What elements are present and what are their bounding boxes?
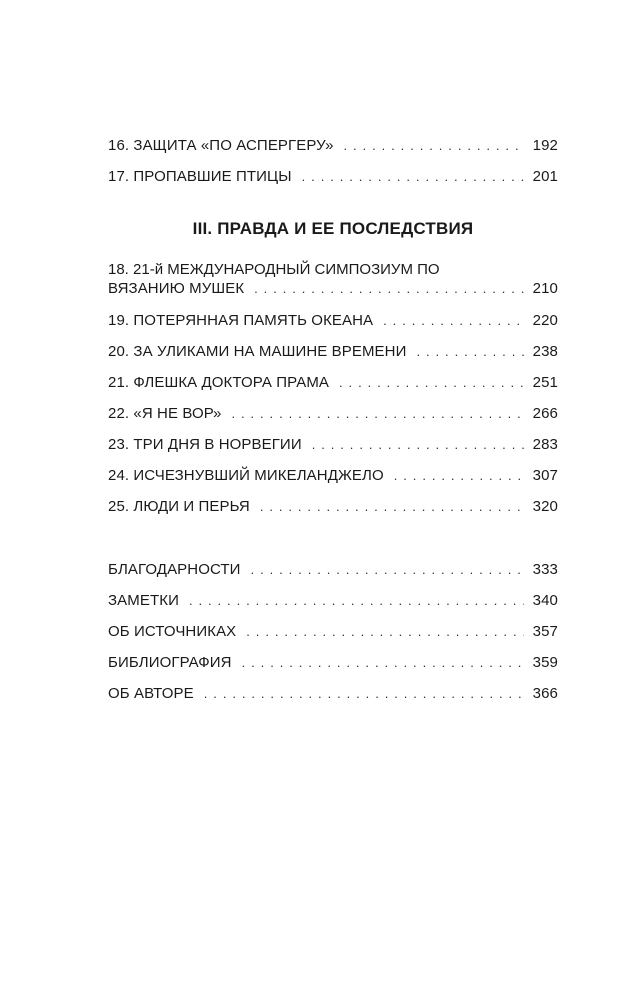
- toc-entry-title: БЛАГОДАРНОСТИ: [108, 561, 241, 578]
- toc-entry-page: 251: [532, 374, 558, 391]
- toc-entry-24: [108, 466, 558, 485]
- toc-entry-22: [108, 404, 558, 423]
- toc-entry-19: [108, 311, 558, 330]
- dot-leader: [231, 404, 524, 423]
- dot-leader: [339, 373, 524, 392]
- toc-group-2: [108, 311, 558, 516]
- toc-entry-title: ОБ ИСТОЧНИКАХ: [108, 623, 237, 640]
- toc-entry-page: 357: [532, 623, 558, 640]
- toc-entry-title: 17. ПРОПАВШИЕ ПТИЦЫ: [108, 168, 292, 185]
- toc-entry-sources: [108, 622, 558, 641]
- toc-entry-about-author: [108, 684, 558, 703]
- toc-entry-title: 21. ФЛЕШКА ДОКТОРА ПРАМА: [108, 374, 330, 391]
- dot-leader: [394, 466, 524, 485]
- toc-entry-title-line2: ВЯЗАНИЮ МУШЕК: [108, 280, 245, 297]
- toc-entry-23: [108, 435, 558, 454]
- toc-entry-21: [108, 373, 558, 392]
- dot-leader: [204, 684, 524, 703]
- dot-leader: [302, 167, 524, 186]
- toc-entry-bibliography: [108, 653, 558, 672]
- dot-leader: [254, 279, 524, 298]
- toc-entry-title: 16. ЗАЩИТА «ПО АСПЕРГЕРУ»: [108, 137, 334, 154]
- toc-entry-page: 340: [532, 592, 558, 609]
- toc-entry-notes: [108, 591, 558, 610]
- dot-leader: [189, 591, 524, 610]
- toc-entry-page: 359: [532, 654, 558, 671]
- toc-entry-title: ОБ АВТОРЕ: [108, 685, 194, 702]
- toc-entry-acknowledgements: [108, 560, 558, 579]
- toc-entry-16: [108, 136, 558, 155]
- toc-entry-20: [108, 342, 558, 361]
- dot-leader: [344, 136, 524, 155]
- toc-entry-title: БИБЛИОГРАФИЯ: [108, 654, 232, 671]
- toc-entry-title: 20. ЗА УЛИКАМИ НА МАШИНЕ ВРЕМЕНИ: [108, 343, 407, 360]
- toc-entry-title: 24. ИСЧЕЗНУВШИЙ МИКЕЛАНДЖЕЛО: [108, 467, 384, 484]
- dot-leader: [246, 622, 524, 641]
- toc-group-1: [108, 136, 558, 186]
- dot-leader: [251, 560, 524, 579]
- toc-entry-page: 210: [532, 280, 558, 297]
- toc-entry-page: 307: [532, 467, 558, 484]
- dot-leader: [312, 435, 524, 454]
- toc-entry-title: 19. ПОТЕРЯННАЯ ПАМЯТЬ ОКЕАНА: [108, 312, 374, 329]
- toc-back-matter: [108, 560, 558, 703]
- toc-entry-page: 238: [532, 343, 558, 360]
- toc-entry-page: 220: [532, 312, 558, 329]
- toc-entry-page: 320: [532, 498, 558, 515]
- dot-leader: [242, 653, 524, 672]
- toc-entry-18: [108, 260, 558, 298]
- toc-entry-title: 22. «Я НЕ ВОР»: [108, 405, 222, 422]
- toc-entry-17: [108, 167, 558, 186]
- toc-entry-page: 266: [532, 405, 558, 422]
- toc-entry-multiline: [108, 260, 558, 298]
- section-heading: III. ПРАВДА И ЕЕ ПОСЛЕДСТВИЯ: [192, 219, 474, 238]
- toc-entry-page: 283: [532, 436, 558, 453]
- dot-leader: [260, 497, 524, 516]
- toc-entry-25: [108, 497, 558, 516]
- toc-entry-page: 366: [532, 685, 558, 702]
- dot-leader: [416, 342, 524, 361]
- toc-entry-page: 333: [532, 561, 558, 578]
- toc-entry-title-line1: 18. 21-й МЕЖДУНАРОДНЫЙ СИМПОЗИУМ ПО: [108, 261, 440, 278]
- toc-entry-page: 201: [532, 168, 558, 185]
- toc-entry-title-line2-row: [108, 279, 558, 298]
- toc-entry-title: 25. ЛЮДИ И ПЕРЬЯ: [108, 498, 250, 515]
- toc-entry-title: 23. ТРИ ДНЯ В НОРВЕГИИ: [108, 436, 302, 453]
- dot-leader: [383, 311, 524, 330]
- toc-entry-title: ЗАМЕТКИ: [108, 592, 179, 609]
- toc-entry-page: 192: [532, 137, 558, 154]
